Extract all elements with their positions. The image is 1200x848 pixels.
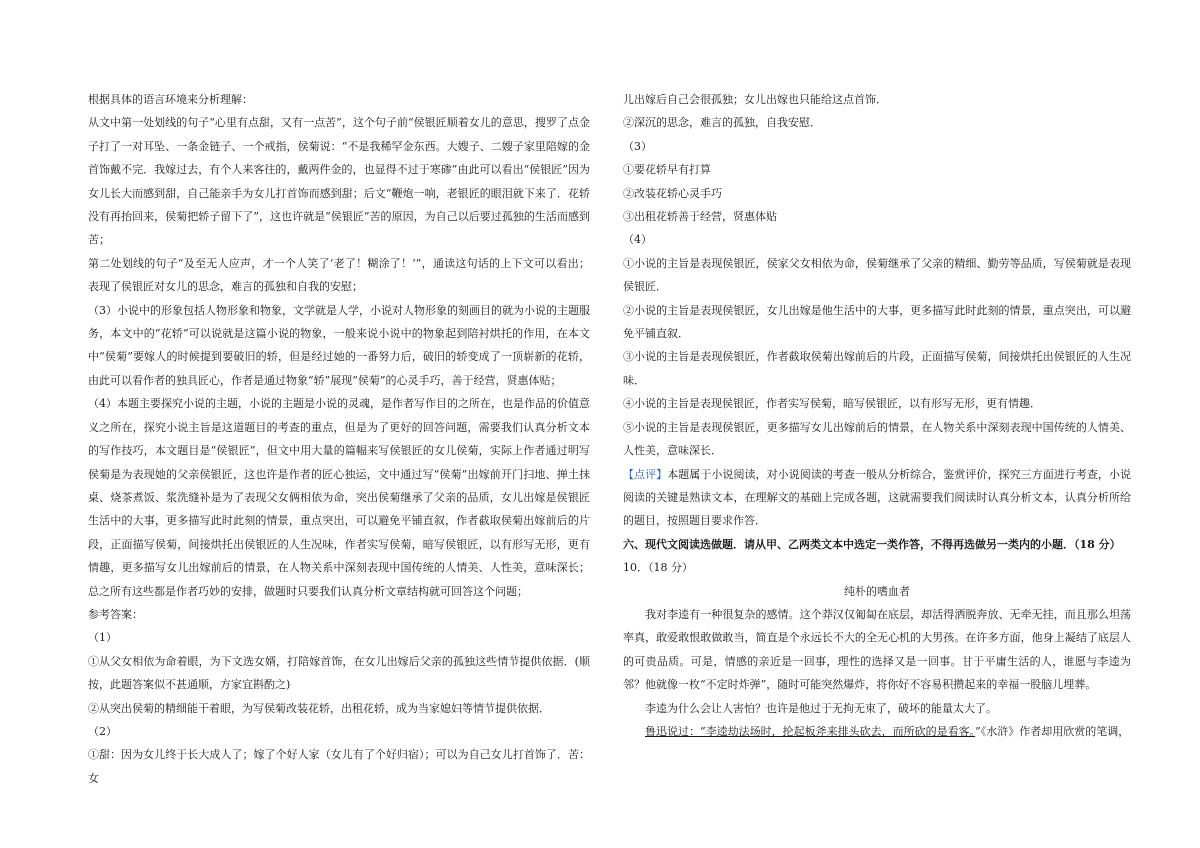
answer-item: ②深沉的思念，难言的孤独，自我安慰．: [623, 116, 821, 130]
comment-paragraph: [623, 463, 1131, 533]
answer-item: ①小说的主旨是表现侯银匠，侯家父女相依为命，侯菊继承了父亲的精细、勤劳等品质，写侯菊就是表现侯银匠．: [623, 256, 1131, 294]
underlined-quote: 鲁迅说过：“李逵劫法场时，抡起板斧来排头砍去，而所砍的是看客。: [645, 724, 976, 738]
essay-title: 纯朴的嗜血者: [844, 584, 910, 598]
comment-text: 本题属于小说阅读，对小说阅读的考查一般从分析综合，鉴赏评价，探究三方面进行考查，小说阅读的关键是熟读文本，在理解文的基础上完成各题，这就需要我们阅读时认真分析文本，认真分析所给的题目，按照题目要求作答．: [623, 467, 1132, 528]
question-number: 10．（18 分）: [623, 561, 693, 575]
answer-item: 儿出嫁后自己会很孤独；女儿出嫁也只能给这点首饰．: [623, 93, 887, 106]
answer-part: （2）: [88, 724, 117, 738]
paragraph: 从文中第一处划线的句子“心里有点甜，又有一点苦”，这个句子前“侯银匠顺着女儿的意思，搜罗了点金子打了一对耳坠、一条金链子、一个戒指，侯菊说：“不是我稀罕金东西。大嫂子、二嫂子家里陪嫁的金首饰戴不完．我嫁过去，有个人来客往的，戴两件金的，也显得不过于寒碜”由此可以看出“侯银匠”因为女儿长大而感到甜，自己能亲手为女儿打首饰而感到甜；后文“鞭炮一响，老银匠的眼泪就下来了．花轿没有再抬回来，侯菊把轿子留下了”，这也许就是“侯银匠”苦的原因，为自己以后要过孤独的生活而感到苦；: [88, 116, 590, 247]
answer-item: ③小说的主旨是表现侯银匠，作者截取侯菊出嫁前后的片段，正面描写侯菊，间接烘托出侯银匠的人生况味．: [623, 350, 1131, 387]
essay-paragraph: 我对李逵有一种很复杂的感情。这个莽汉仅匍匐在底层，却活得洒脱奔放、无牵无挂，而且那么坦荡率真，敢爱敢恨敢做敢当，简直是个永远长不大的全无心机的大男孩。在许多方面，他身上凝结了底层人的可贵品质。可是，情感的亲近是一回事，理性的选择又是一回事。甘于平庸生活的人，谁愿与李逵为邻？他就像一枚“不定时炸弹”，随时可能突然爆炸，将你好不容易积攒起来的幸福一股脑儿埋葬。: [623, 607, 1131, 692]
answer-item: ①要花轿早有打算: [623, 163, 711, 177]
answer-part: （4）: [623, 233, 652, 247]
left-column: [88, 88, 590, 790]
answer-item: ①从父女相依为命着眼，为下文选女婿，打陪嫁首饰，在女儿出嫁后父亲的孤独这些情节提供依据．(顺按，此题答案似不甚通顺，方家宜斟酌之): [88, 654, 590, 692]
paragraph: 第二处划线的句子“及至无人应声，才一个人笑了‘老了！糊涂了！’”，通读这句话的上下文可以看出；表现了侯银匠对女儿的思念，难言的孤独和自我的安慰；: [88, 256, 590, 294]
answer-item: ②改装花轿心灵手巧: [623, 186, 722, 200]
answer-item: ②从突出侯菊的精细能干着眼，为写侯菊改装花轿，出租花轿，成为当家媳妇等情节提供依据．: [88, 701, 550, 715]
answer-item: ⑤小说的主旨是表现侯银匠，更多描写女儿出嫁前后的情景，在人物关系中深刻表现中国传统的人情美、人性美，意味深长．: [623, 420, 1131, 458]
answer-item: ②小说的主旨是表现侯银匠，女儿出嫁是他生活中的大事，更多描写此时此刻的情景，重点突出，可以避免平铺直叙．: [623, 303, 1131, 341]
section-heading: 六、现代文阅读选做题．请从甲、乙两类文本中选定一类作答，不得再选做另一类内的小题．（18 分）: [623, 537, 1121, 551]
comment-tag: 【点评】: [623, 467, 668, 481]
answer-item: ④小说的主旨是表现侯银匠，作者实写侯菊，暗写侯银匠，以有形写无形，更有情趣．: [623, 397, 1041, 411]
answer-item: ③出租花轿善于经营，贤惠体贴: [623, 210, 777, 224]
paragraph: （3）小说中的形象包括人物形象和物象，文学就是人学，小说对人物形象的刻画目的就为小说的主题服务，本文中的“花轿”可以说就是这篇小说的物象，一般来说小说中的物象起到陪衬烘托的作用，在本文中“侯菊”要嫁人的时候提到要破旧的轿，但是经过她的一番努力后，破旧的轿变成了一顶崭新的花轿，由此可以看作者的独具匠心，作者是通过物象“轿”展现“侯菊”的心灵手巧，善于经营，贤惠体贴；: [88, 303, 590, 387]
paragraph: （4）本题主要探究小说的主题，小说的主题是小说的灵魂，是作者写作目的之所在，也是作品的价值意义之所在，探究小说主旨是这道题目的考查的重点，但是为了更好的回答问题，需要我们认真分析文本的写作技巧，本文题目是“侯银匠”，但文中用大量的篇幅来写侯银匠的女儿侯菊，实际上作者通过明写侯菊是为表现她的父亲侯银匠，这也许是作者的匠心独运，文中通过写“侯菊”出嫁前开门扫地、掸土抹桌、烧茶煮饭、浆洗缝补是为了表现父女俩相依为命，突出侯菊继承了父亲的品质，女儿出嫁是侯银匠生活中的大事，更多描写此时此刻的情景，重点突出，可以避免平铺直叙，作者截取侯菊出嫁前后的片段，正面描写侯菊，间接烘托出侯银匠的人生况味，作者实写侯菊，暗写侯银匠，以有形写无形，更有情趣，更多描写女儿出嫁前后的情景，在人物关系中深刻表现中国传统的人情美、人性美，意味深长；总之所有这些都是作者巧妙的安排，做题时只要我们认真分析文章结构就可回答这个问题；: [88, 397, 590, 598]
essay-paragraph: 李逵为什么会让人害怕？也许是他过于无拘无束了，破坏的能量太大了。: [645, 701, 997, 715]
paragraph-rest: ”《水浒》作者却用欣赏的笔调，: [975, 724, 1130, 738]
answer-part: （3）: [623, 139, 652, 153]
right-column: [623, 88, 1131, 743]
answer-heading: 参考答案：: [88, 607, 143, 621]
paragraph: 根据具体的语言环境来分析理解：: [88, 93, 253, 106]
answer-part: （1）: [88, 631, 117, 645]
answer-item: ①甜：因为女儿终于长大成人了；嫁了个好人家（女儿有了个好归宿）；可以为自己女儿打首饰了．苦：女: [88, 748, 590, 785]
essay-paragraph: [623, 720, 1131, 743]
